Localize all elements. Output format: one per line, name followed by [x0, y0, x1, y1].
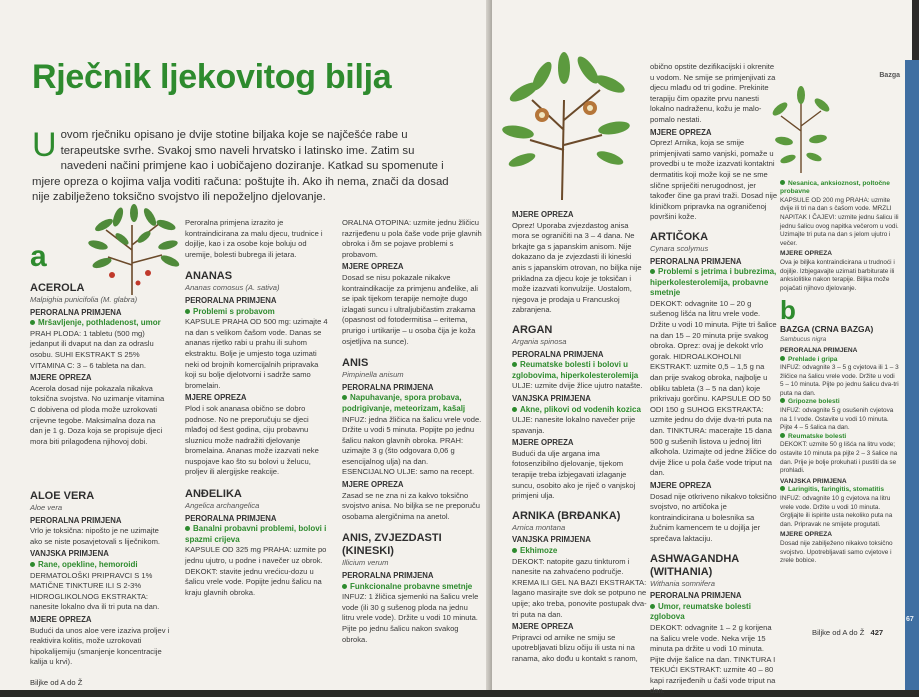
section-heading: PERORALNA PRIMJENA	[30, 307, 122, 317]
entry-text: DEKOKT: natopite gazu tinkturom i nanesite na zahvaćeno područje. KREMA ILI GEL NA BAZI EKSTRAKTA: lagano masirajte sve dok se potpuno ne upije; ako treba, ponovite postupak dva-tri puta na dan.	[512, 556, 647, 619]
latin-name-anis: Pimpinella anisum	[342, 370, 404, 380]
entry-text: ULJE: nanesite lokalno navečer prije spavanja.	[512, 415, 636, 435]
section-heading: PERORALNA PRIMJENA	[342, 571, 434, 581]
caution-heading: MJERE OPREZA	[512, 210, 574, 219]
bazga-plant-illustration	[766, 81, 836, 176]
page-title: Rječnik ljekovitog bilja	[32, 58, 392, 96]
entry-title-anis-zvjezdasti: ANIS, ZVJEZDASTI (KINESKI)	[342, 532, 442, 558]
left-footer: Biljke od A do Ž	[30, 678, 83, 687]
section-heading: PERORALNA PRIMJENA	[780, 346, 858, 354]
caution-heading: MJERE OPREZA	[780, 531, 833, 539]
latin-name-articoka: Cynara scolymus	[650, 243, 709, 253]
entry-title-argan: ARGAN	[512, 323, 553, 336]
entry-text: KAPSULE OD 200 mg PRAHA: uzmite dvije ili tri na dan s čašom vode. MRZLI NAPITAK I ČAJEVI: uzmite jednu šalicu ili jednu šalicu ovog napitka večerom u vodi. Uzimajte tri puta na dan s jelom ujutro i večer.	[780, 196, 899, 247]
latin-name-argan: Argania spinosa	[512, 336, 567, 346]
indication: Prehlade i gripa	[780, 356, 900, 365]
entry-title-arnika: ARNIKA (BRĐANKA)	[512, 509, 621, 522]
left-column-3	[342, 218, 482, 645]
latin-name-bazga: Sambucus nigra	[780, 336, 827, 344]
left-column-2	[185, 218, 330, 598]
section-heading: VANJSKA PRIMJENA	[780, 477, 847, 485]
running-head: Bazga	[879, 72, 900, 79]
entry-text: INFUZ: odvagnite 10 g cvjetova na litru vrele vode. Držite u vodi 10 minuta. Grgljajte ili ispirite usta nekoliko puta na dan. Pripravak ne smijete progutati.	[780, 495, 893, 528]
latin-name-acerola: Malpighia punicifolia (M. glabra)	[30, 295, 138, 304]
latin-name-aloe: Aloe vera	[30, 503, 63, 512]
entry-text: ORALNA OTOPINA: uzmite jednu žličicu razrijeđenu u pola čaše vode prije glavnih obroka i ðm se pojave problemi s probavom.	[342, 218, 482, 259]
right-page	[492, 0, 912, 696]
entry-title-acerola: ACEROLA	[30, 282, 85, 294]
section-heading: PERORALNA PRIMJENA	[30, 515, 122, 525]
entry-text: ULJE: uzmite dvije žlice ujutro natašte.	[512, 381, 643, 391]
indication: Problemi s jetrima i bubrezima, hiperkolesterolemija, probavne smetnje	[650, 267, 777, 298]
entry-text: DERMATOLOŠKI PRIPRAVCI S 1% MATIČNE TINKTURE ILI S 2-3% HIDROGLIKOLNOG EKSTRAKTA: nanesite lokalno dva ili tri puta na dan.	[30, 570, 160, 612]
entry-text: DEKOKT: odvagnite 10 – 20 g sušenog lišća na litru vrele vode. Držite u vodi 10 minuta. Pijte tri šalice na dan 15 – 20 minuta prije svakog obroka. Oprez: ovaj je dekokt vrlo gorak. HIDROALKOHOLNI EKSTRAKT: uzmite 0,5 – 1,5 g na dan prije svakog obroka, najbolje u obliku tableta (3 – 5 na dan) koje prikrivaju gorčinu. KAPSULE OD 50 ODI 150 g SUHOG EKSTRAKTA: uzmite jednu do dvije dva-tri puta na dan. TINKTURA: macerajte 15 dana 500 g sušenih listova u jednoj litri alkohola. Uzimajte od jedne žličice do dvije žlice u pola čaše vode triput na dan.	[650, 298, 777, 478]
caution-text: Budući da ulje argana ima fotosenzibilno djelovanje, tijekom terapije treba izbjegavati izlaganje suncu, osobito ako je riječ o vanjskoj primjeni ulja.	[512, 448, 636, 501]
entry-text: obično opstite dezifikacijski i okrenite u vodom. Ne smije se primjenjivati za djecu mlađu od tri godine. Prekinite terapiju čim opazite prvu nanesti lokalno nadraženu, kožu je malo-pomalo nestati.	[650, 62, 776, 124]
caution-text: Zasad se ne zna ni za kakvo toksično svojstvo anisa. No biljka se ne preporuču osobama alergičnima na anetol.	[342, 490, 481, 521]
caution-text: Dosad nije zabilježeno nikakvo toksično svojstvo. Upotrebljavati samo cvjetove i zrele bobice.	[780, 539, 893, 565]
section-heading: PERORALNA PRIMJENA	[185, 295, 277, 305]
entry-text: DEKOKT: odvagnite 1 – 2 g korijena na šalicu vrele vode. Neka vrije 15 minuta pa držite u vodi 10 minuta. Pijte dvije šalice na dan. TINKTURA I TEKUĆI EKSTRAKT: uzmite 40 – 80 kapi razrijeđenih u čaši vode triput na dan.	[650, 622, 776, 696]
indication: Problemi s probavom	[185, 307, 330, 318]
caution-heading: MJERE OPREZA	[650, 480, 712, 490]
entry-title-andjelika: ANĐELIKA	[185, 488, 242, 501]
caution-text: Dosad se nisu pokazale nikakve kontraindikacije za primjenu anđelike, ali se ipak tijekom terapije nemojte dugo izlagati suncu i ultraljubičastim zrakama (opasnost od fotodermitisa – eritema, prurigo i urtikarije – u osoba čija je koža osjetljiva na sunce).	[342, 272, 478, 346]
right-column-a	[512, 208, 647, 665]
caution-heading: MJERE OPREZA	[780, 250, 833, 258]
latin-name-ananas: Ananas comosus (A. sativa)	[185, 283, 280, 293]
indication: Umor, reumatske bolesti zglobova	[650, 601, 751, 622]
intro-text: ovom rječniku opisano je dvije stotine biljaka koje se najčešće rabe u terapeutske svrhe. Svakoj smo naveli hrvatsko i latinsko ime. Zatim su navedeni načini primjene kao i uobičajeno doziranje. Katkad su spomenute i mjere opreza o kojima valja voditi računa: poštujte ih. Ako ih nema, znači da dosad nije zabilježeno toksično svojstvo ili nepoželjno djelovanje.	[32, 129, 449, 203]
latin-name-anis-zvjezdasti: Illicium verum	[342, 558, 389, 568]
entry-title-ashwagandha: ASHWAGANDHA (WITHANIA)	[650, 552, 739, 578]
entry-title-articoka: ARTIČOKA	[650, 230, 709, 243]
indication: Ekhimoze	[512, 546, 647, 557]
entry-text: INFUZ: odvagnite 5 g osušenih cvjetova na 1 l vode. Ostavite u vodi 10 minuta. Pijte 4 – 5 šalica na dan.	[780, 407, 894, 432]
indication: Nesanica, anksioznost, poltočne probavne	[780, 179, 890, 196]
intro-paragraph	[32, 128, 452, 206]
section-heading: PERORALNA PRIMJENA	[342, 382, 434, 392]
caution-heading: MJERE OPREZA	[342, 262, 404, 272]
left-column-1	[30, 278, 170, 447]
right-column-b	[650, 62, 778, 697]
caution-text: Pripravci od arnike ne smiju se upotrebljavati blizu očiju ili usta ni na ranama, ako dođu u kontakt s ranom,	[512, 632, 638, 663]
section-heading: VANJSKA PRIMJENA	[512, 535, 591, 545]
entry-text: Vrlo je toksična: nipošto je ne uzimajte ako se niste posavjetovali s liječnikom.	[30, 526, 160, 546]
entry-text: INFUZ: odvagnite 3 – 5 g cvjetova ili 1 – 3 žličice na šalicu vrele vode. Držite u vodi 5 – 10 minuta. Pijte po jednu šalicu dva-tri puta na dan.	[780, 364, 899, 397]
page-number: 427	[870, 628, 884, 637]
caution-heading: MJERE OPREZA	[185, 393, 247, 403]
right-column-c	[780, 72, 900, 566]
section-heading: PERORALNA PRIMJENA	[185, 513, 277, 523]
indication: Laringitis, faringitis, stomatitis	[780, 486, 900, 495]
star-anise-illustration	[502, 40, 632, 205]
caution-heading: MJERE OPREZA	[512, 622, 574, 632]
section-heading: PERORALNA PRIMJENA	[650, 256, 742, 266]
caution-text: Plod i sok ananasa obično se dobro podnose. No ne preporučuju se djeci mlađoj od šest godina, ciju probavnu sluznicu može nadražiti djelovanje bromelaina. Ananas može izazvati neke nuspojave kao što su bolovi u želucu, proljev ili alergijske reakcije.	[185, 403, 319, 477]
entry-text: DEKOKT: uzmite 50 g lišća na litru vode; ostavite 10 minuta pa pijte 2 – 3 šalice na dan. Prije je bolje prokuhati i pustiti da se prohladi.	[780, 441, 898, 475]
caution-heading: MJERE OPREZA	[512, 438, 574, 448]
indication: Funkcionalne probavne smetnje	[342, 582, 482, 593]
section-heading: PERORALNA PRIMJENA	[512, 349, 604, 359]
entry-text: KAPSULE OD 325 mg PRAHA: uzmite po jednu ujutro, u podne i navečer uz obrok. DEKOKT: stavite jednu vrećicu-dozu u šalicu vrele vode. Popijte jednu šalicu na kraju glavnih obroka.	[185, 545, 327, 597]
next-page-edge	[905, 60, 919, 690]
indication: Akne, plikovi od vodenih kozica	[512, 405, 647, 416]
indication: Rane, opekline, hemoroidi	[30, 560, 170, 571]
entry-text: INFUZ: 1 žličica sjemenki na šalicu vrele vode (ili 30 g sušenog ploda na jednu litru vrele vode). Držite u vodi 10 minuta. Pijte po jednu šalicu nakon svakog obroka.	[342, 592, 479, 644]
latin-name-ashwagandha: Withania somnifera	[650, 578, 715, 588]
entry-text: Peroralna primjena izrazito je kontraindicirana za malu djecu, trudnice i dojilje, kao i za osobe koje boluju od uremije, bolesti bubrega ili jetara.	[185, 218, 323, 259]
caution-text: Acerola dosad nije pokazala nikakva toksična svojstva. No uzimanje vitamina C dobivena od ploda može uzrokovati crijevne tegobe. Maksimalna doza na dan je 1 g. Doza koja se propisuje djeci mora biti prilagođena njihovoj dobi.	[30, 383, 165, 446]
footer-text: Biljke od A do Ž	[812, 628, 865, 637]
caution-text: Oprez! Uporaba zvjezdastog anisa mora se ograničiti na 3 – 4 dana. Ne brkajte ga s japanskim anisom. Nije dokazano da je zvjezdasti ili kineski anis s japanskim otrovan, no biljka nije prikladna za djecu koje je toksičan i može izazvati konvulzije. Uostalom, njegova je prodaja u Francuskoj zabranjena.	[512, 220, 642, 315]
indication: Mršavljenje, pothladenost, umor	[30, 318, 170, 329]
right-footer	[812, 628, 883, 637]
entry-title-bazga: BAZGA (CRNA BAZGA)	[780, 324, 874, 335]
caution-text: Dosad nije otkriveno nikakvo toksično svojstvo, no artičoka je kontraindicirana u bolesnika sa žučnim kamencem te u dojilja jer sprečava laktaciju.	[650, 491, 777, 543]
entry-title-anis: ANIS	[342, 357, 369, 370]
entry-text: KAPSULE PRAHA OD 500 mg: uzimajte 4 na dan s velikom čašom vode. Danas se ananas rijetko rabi u prahu ili suhom ekstraktu. Bolje je umjesto toga uzimati neki od brojnih komercijalnih pripravaka koji su bolje djelotvorni i sadrže samo bromelain.	[185, 317, 328, 390]
entry-text: PRAH PLODA: 1 tabletu (500 mg) jedanput ili dvaput na dan za odraslu osobu. SUHI EKSTRAKT S 25% VITAMINA C: 3 – 6 tableta na dan.	[30, 328, 154, 370]
latin-name-andjelika: Angelica archangelica	[185, 501, 260, 511]
caution-heading: MJERE OPREZA	[30, 614, 92, 624]
indication: Napuhavanje, spora probava, podrigivanje, meteorizam, kašalj	[342, 393, 466, 413]
section-heading: PERORALNA PRIMJENA	[650, 591, 742, 601]
indication: Reumatske bolesti i bolovi u zglobovima, hiperkolesterolemija	[512, 360, 639, 380]
section-heading: VANJSKA PRIMJENA	[30, 549, 109, 559]
section-letter-b: b	[780, 295, 796, 326]
indication: Gripozne bolesti	[780, 398, 900, 407]
indication: Banalni probavni problemi, bolovi i spazmi crijeva	[185, 524, 327, 544]
indication: Reumatske bolesti	[780, 433, 900, 442]
section-letter-a: a	[30, 240, 47, 273]
caution-text: Oprez! Arnika, koja se smije primjenjivati samo vanjski, pomaže u provedbi u te može izazvati kontaktni dermatitis koji može koji se ne sme slične spriječiti nerugodnost, jer također čine ga pravi traži. Dosad nije kliničkom pripravka na ograničenoj površini kože.	[650, 138, 778, 222]
caution-heading: MJERE OPREZA	[650, 127, 712, 137]
caution-text: Ova je biljka kontraindicirana u trudnoći i dojilje. Izbjegavajte uzimati barbiturate ili anksiolitike nakon terapije. Biljka može pojačati njihovo djelovanje.	[780, 258, 895, 292]
entry-title-aloe: ALOE VERA	[30, 490, 95, 502]
edge-page-number: 67	[906, 616, 914, 623]
caution-heading: MJERE OPREZA	[30, 373, 92, 383]
caution-heading: MJERE OPREZA	[342, 480, 404, 490]
entry-text: INFUZ: jedna žličica na šalicu vrele vode. Držite u vodi 5 minuta. Popijte po jednu šalicu nakon glavnih obroka. PRAH: uzimajte 3 g (što odgovara 0,06 g esencijalnog ulja) na dan. ESENCIJALNO ULJE: samo na recept.	[342, 414, 482, 477]
left-column-1b	[30, 486, 170, 668]
entry-title-ananas: ANANAS	[185, 270, 233, 283]
drop-cap: U	[32, 126, 57, 164]
caution-text: Budući da unos aloe vere izaziva proljev i reaktivira kolitis, može uzrokovati hipokalijemiju (smanjenje koncentracije kalija u krvi).	[30, 625, 170, 667]
latin-name-arnika: Arnica montana	[512, 522, 566, 532]
section-heading: VANJSKA PRIMJENA	[512, 393, 591, 403]
